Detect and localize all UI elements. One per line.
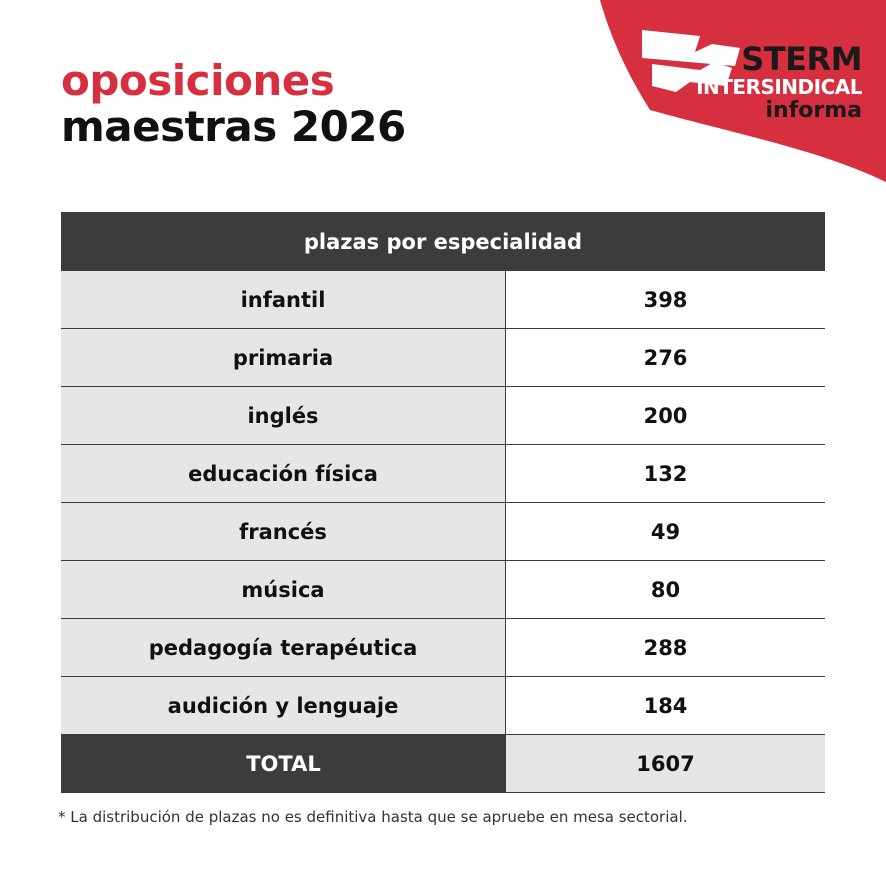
row-name: infantil bbox=[61, 271, 506, 328]
table-row bbox=[61, 561, 825, 619]
row-name: música bbox=[61, 561, 506, 618]
brand-tag: informa bbox=[765, 98, 862, 123]
table-row bbox=[61, 329, 825, 387]
row-value: 132 bbox=[506, 445, 825, 502]
row-value: 288 bbox=[506, 619, 825, 676]
title-line-1: oposiciones bbox=[61, 56, 335, 105]
footnote: * La distribución de plazas no es definitiva hasta que se apruebe en mesa sectorial. bbox=[58, 808, 688, 826]
row-name: francés bbox=[61, 503, 506, 560]
brand-sub: INTERSINDICAL bbox=[696, 75, 862, 99]
table-total-row bbox=[61, 735, 825, 793]
brand-name: STERM bbox=[741, 40, 862, 78]
row-name: inglés bbox=[61, 387, 506, 444]
row-name: educación física bbox=[61, 445, 506, 502]
row-value: 80 bbox=[506, 561, 825, 618]
table-row bbox=[61, 387, 825, 445]
table-row bbox=[61, 503, 825, 561]
table-row bbox=[61, 271, 825, 329]
title-line-2: maestras 2026 bbox=[61, 102, 406, 151]
plazas-table bbox=[61, 212, 825, 793]
row-value: 398 bbox=[506, 271, 825, 328]
row-name: pedagogía terapéutica bbox=[61, 619, 506, 676]
row-name: primaria bbox=[61, 329, 506, 386]
table-row bbox=[61, 619, 825, 677]
brand-block bbox=[696, 42, 862, 124]
total-label: TOTAL bbox=[61, 735, 506, 792]
total-value: 1607 bbox=[506, 735, 825, 792]
row-value: 276 bbox=[506, 329, 825, 386]
row-value: 200 bbox=[506, 387, 825, 444]
table-header: plazas por especialidad bbox=[61, 212, 825, 271]
row-name: audición y lenguaje bbox=[61, 677, 506, 734]
table-row bbox=[61, 445, 825, 503]
row-value: 49 bbox=[506, 503, 825, 560]
table-row bbox=[61, 677, 825, 735]
row-value: 184 bbox=[506, 677, 825, 734]
